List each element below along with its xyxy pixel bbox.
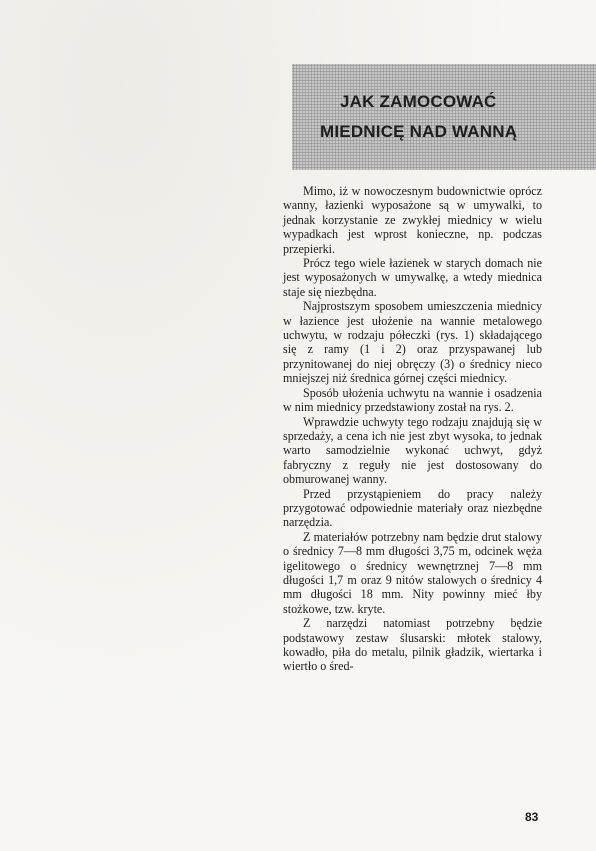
paragraph: Wprawdzie uchwyty tego rodzaju znajdują się w sprzedaży, a cena ich nie jest zbyt wysoka, to jednak warto samodzielnie wykonać uchwyt, gdyż fabryczny z reguły nie jest dostosowany do obmurowanej wanny. <box>283 414 542 487</box>
paragraph: Prócz tego wiele łazienek w starych domach nie jest wyposażonych w umywalkę, a wtedy miednica staje się niezbędna. <box>283 256 542 299</box>
paragraph: Najprostszym sposobem umieszczenia miednicy w łazience jest ułożenie na wannie metalowego uchwytu, w rodzaju półeczki (rys. 1) składającego się z ramy (1 i 2) oraz przyspawanej lub przynitowanej do niej obręczy (3) o średnicy nieco mniejszej niż średnica górnej części miednicy. <box>283 299 542 386</box>
paragraph: Sposób ułożenia uchwytu na wannie i osadzenia w nim miednicy przedstawiony został na rys. 2. <box>283 385 542 415</box>
paragraph: Przed przystąpieniem do pracy należy przygotować odpowiednie materiały oraz niezbędne narzędzia. <box>283 486 542 530</box>
article-body <box>283 184 542 674</box>
title-line-2: MIEDNICĘ NAD WANNĄ <box>320 122 518 141</box>
paragraph: Mimo, iż w nowoczesnym budownictwie oprócz wanny, łazienki wyposażone są w umywalki, to jednak korzystanie ze zwykłej miednicy w wielu wypadkach jest wprost konieczne, np. podczas przepierki. <box>283 184 542 256</box>
paragraph: Z materiałów potrzebny nam będzie drut stalowy o średnicy 7—8 mm długości 3,75 m, odcinek węża igelitowego o średnicy wewnętrznej 7—8 mm długości 1,7 m oraz 9 nitów stalowych o średnicy 4 mm długości 18 mm. Nity powinny mieć łby stożkowe, tzw. kryte. <box>283 529 542 616</box>
title-line-1: JAK ZAMOCOWAĆ <box>340 92 497 111</box>
title-box <box>292 64 596 170</box>
page-number: 83 <box>525 810 539 824</box>
paragraph: Z narzędzi natomiast potrzebny będzie podstawowy zestaw ślusarski: młotek stalowy, kowadło, piła do metalu, pilnik gładzik, wiertarka i wiertło o śred- <box>283 616 542 674</box>
